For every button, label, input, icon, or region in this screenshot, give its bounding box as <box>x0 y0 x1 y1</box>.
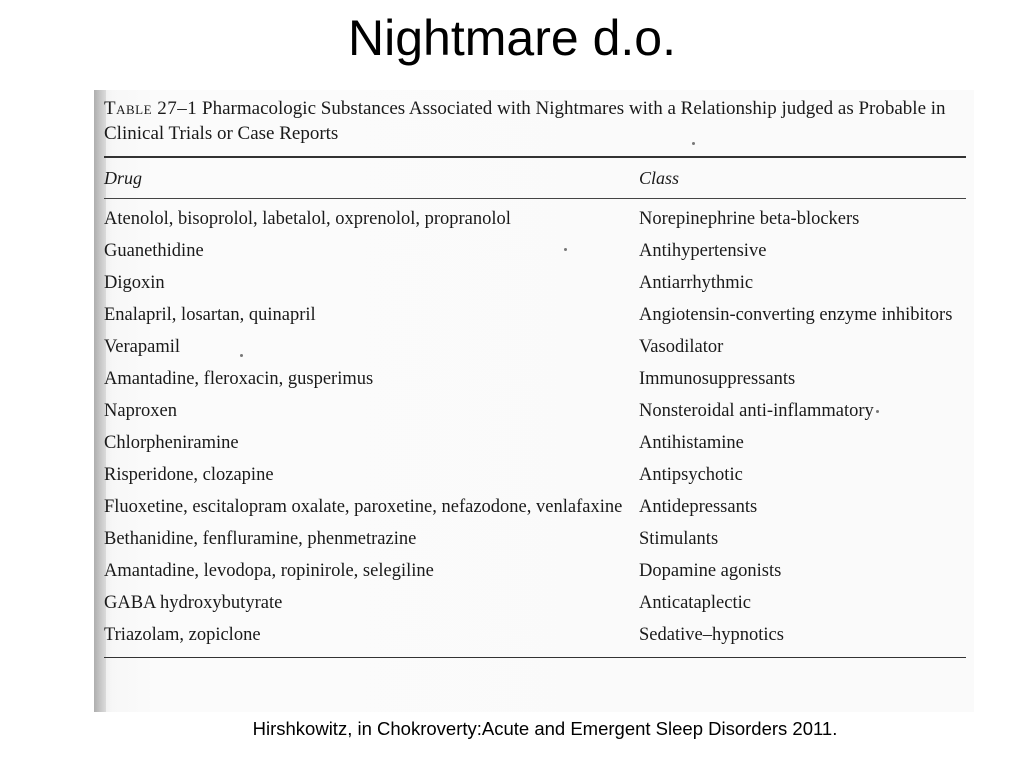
class-cell: Immunosuppressants <box>639 369 796 389</box>
table-row <box>104 367 966 399</box>
class-cell: Stimulants <box>639 529 719 549</box>
drug-cell: Chlorpheniramine <box>104 433 239 453</box>
table-row <box>104 623 966 655</box>
class-cell: Nonsteroidal anti-inflammatory <box>639 401 874 421</box>
table-row <box>104 559 966 591</box>
table-row <box>104 591 966 623</box>
drug-cell: Amantadine, levodopa, ropinirole, selegiline <box>104 561 434 581</box>
drug-cell: Verapamil <box>104 337 181 357</box>
table-row <box>104 239 966 271</box>
citation-text: Hirshkowitz, in Chokroverty:Acute and Emergent Sleep Disorders 2011. <box>252 718 838 739</box>
table-body <box>104 199 966 655</box>
table-row <box>104 527 966 559</box>
class-cell: Vasodilator <box>639 337 724 357</box>
table-number: Table 27–1 <box>104 98 198 119</box>
table-caption <box>104 96 966 146</box>
drug-cell: Fluoxetine, escitalopram oxalate, paroxetine, nefazodone, venlafaxine <box>104 497 623 517</box>
header-class: Class <box>639 167 680 188</box>
class-cell: Antiarrhythmic <box>639 273 754 293</box>
drug-cell: Triazolam, zopiclone <box>104 625 261 645</box>
class-cell: Antipsychotic <box>639 465 743 485</box>
drug-cell: Atenolol, bisoprolol, labetalol, oxprenolol, propranolol <box>104 209 511 229</box>
drug-cell: Guanethidine <box>104 241 204 261</box>
class-cell: Dopamine agonists <box>639 561 782 581</box>
drug-cell: GABA hydroxybutyrate <box>104 593 283 613</box>
drug-cell: Bethanidine, fenfluramine, phenmetrazine <box>104 529 417 549</box>
drug-cell: Risperidone, clozapine <box>104 465 274 485</box>
table-header-row <box>104 158 966 198</box>
drug-cell: Amantadine, fleroxacin, gusperimus <box>104 369 374 389</box>
table-row <box>104 399 966 431</box>
table-row <box>104 463 966 495</box>
class-cell: Antihistamine <box>639 433 744 453</box>
drug-cell: Naproxen <box>104 401 177 421</box>
table-row <box>104 303 966 335</box>
class-cell: Antidepressants <box>639 497 758 517</box>
class-cell: Angiotensin-converting enzyme inhibitors <box>639 305 953 325</box>
scanned-table-image <box>94 90 974 712</box>
table-row <box>104 495 966 527</box>
table-row <box>104 207 966 239</box>
header-drug: Drug <box>104 167 143 188</box>
class-cell: Sedative–hypnotics <box>639 625 784 645</box>
table-bottom-rule <box>104 657 966 658</box>
slide-title: Nightmare d.o. <box>348 10 676 66</box>
table-row <box>104 271 966 303</box>
class-cell: Antihypertensive <box>639 241 767 261</box>
table-caption-text: Pharmacologic Substances Associated with Nightmares with a Relationship judged as Probable in Clinical Trials or Case Reports <box>104 98 946 144</box>
drug-cell: Digoxin <box>104 273 165 293</box>
table-row <box>104 335 966 367</box>
table-row <box>104 431 966 463</box>
class-cell: Anticataplectic <box>639 593 751 613</box>
table-document <box>104 96 966 658</box>
drug-cell: Enalapril, losartan, quinapril <box>104 305 316 325</box>
class-cell: Norepinephrine beta-blockers <box>639 209 860 229</box>
